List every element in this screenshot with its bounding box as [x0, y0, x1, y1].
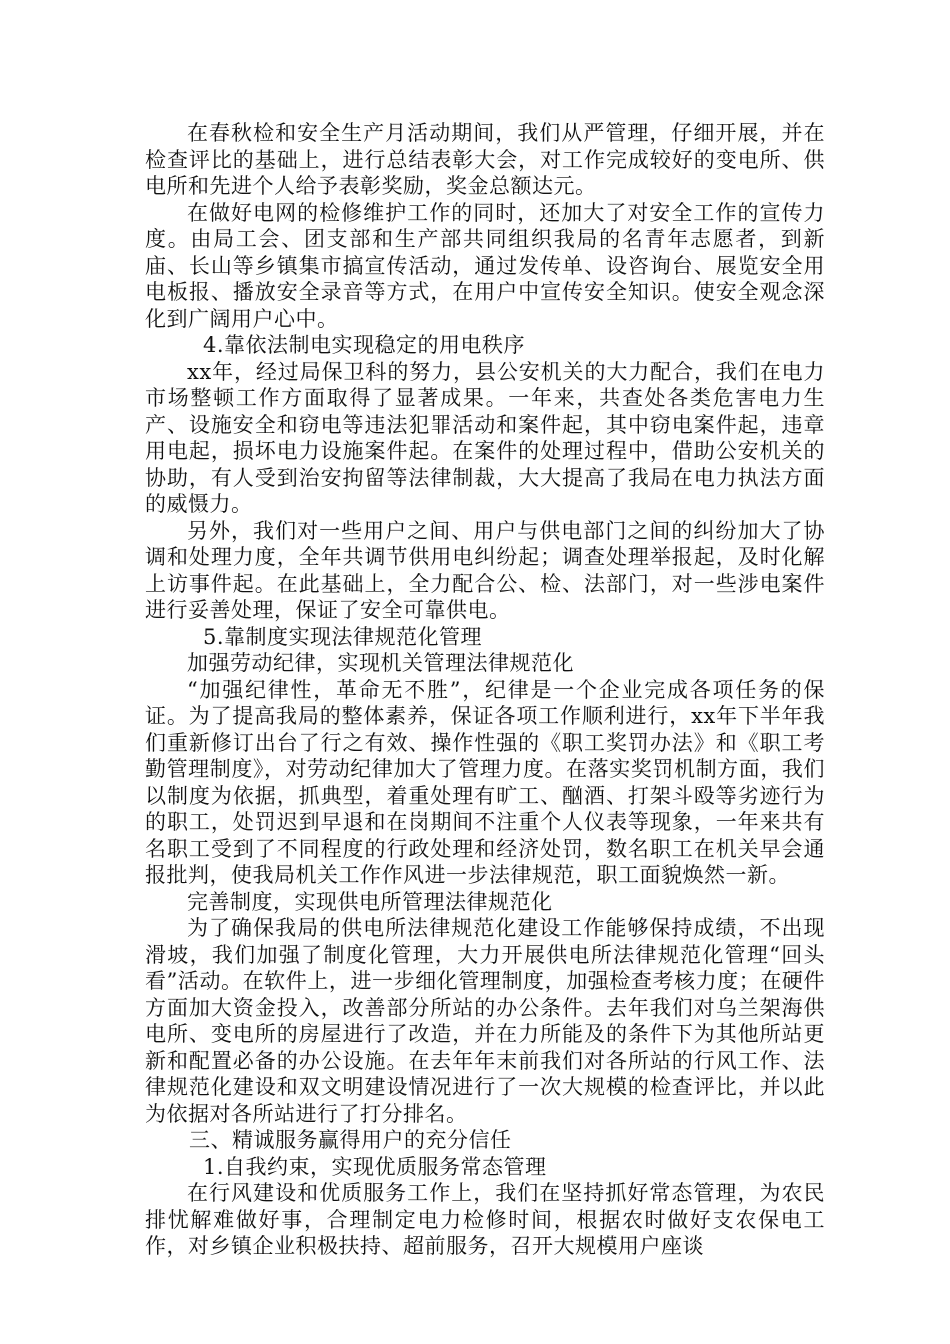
- paragraph-supply-station: 为了确保我局的供电所法律规范化建设工作能够保持成绩，不出现滑坡，我们加强了制度化管理，大力开展供电所法律规范化管理“回头看”活动。在软件上，进一步细化管理制度，加强检查考核力度；在硬件方面加大资金投入，改善部分所站的办公条件。去年我们对乌兰架海供电所、变电所的房屋进行了改造，并在力所能及的条件下为其他所站更新和配置必备的办公设施。在去年年末前我们对各所站的行风工作、法律规范化建设和双文明建设情况进行了一次大规模的检查评比，并以此为依据对各所站进行了打分排名。: [145, 916, 825, 1126]
- paragraph-safety-publicity: 在做好电网的检修维护工作的同时，还加大了对安全工作的宣传力度。由局工会、团支部和生产部共同组织我局的名青年志愿者，到新庙、长山等乡镇集市搞宣传活动，通过发传单、设咨询台、展览安全用电板报、播放安全录音等方式，在用户中宣传安全知识。使安全观念深化到广阔用户心中。: [145, 200, 825, 331]
- paragraph-inspection-awards: 在春秋检和安全生产月活动期间，我们从严管理，仔细开展，并在检查评比的基础上，进行总结表彰大会，对工作完成较好的变电所、供电所和先进个人给予表彰奖励，奖金总额达元。: [145, 121, 825, 198]
- section-heading-5: 5.靠制度实现法律规范化管理: [203, 624, 483, 649]
- chapter-heading-3: 三、精诚服务赢得用户的充分信任: [189, 1128, 512, 1152]
- section-heading-1: 1.自我约束，实现优质服务常态管理: [203, 1154, 547, 1179]
- subsection-title-supply-station: 完善制度，实现供电所管理法律规范化: [187, 889, 553, 914]
- subsection-title-labor-discipline: 加强劳动纪律，实现机关管理法律规范化: [187, 651, 574, 675]
- paragraph-dispute-handling: 另外，我们对一些用户之间、用户与供电部门之间的纠纷加大了协调和处理力度，全年共调节供用电纠纷起；调查处理举报起，及时化解上访事件起。在此基础上，全力配合公、检、法部门，对一些涉电案件进行妥善处理，保证了安全可靠供电。: [145, 518, 825, 622]
- section-heading-4: 4.靠依法制电实现稳定的用电秩序: [203, 333, 526, 357]
- document-page: [145, 120, 825, 1260]
- paragraph-labor-discipline: “加强纪律性，革命无不胜”，纪律是一个企业完成各项任务的保证。为了提高我局的整体素养，保证各项工作顺利进行，xx年下半年我们重新修订出台了行之有效、操作性强的《职工奖罚办法》和《职工考勤管理制度》，对劳动纪律加大了管理力度。在落实奖罚机制方面，我们以制度为依据，抓典型，着重处理有旷工、酗酒、打架斗殴等劣迹行为的职工，处罚迟到早退和在岗期间不注重个人仪表等现象，一年来共有名职工受到了不同程度的行政处理和经济处罚，数名职工在机关早会通报批判，使我局机关工作作风进一步法律规范，职工面貌焕然一新。: [145, 677, 825, 887]
- paragraph-law-enforcement: xx年，经过局保卫科的努力，县公安机关的大力配合，我们在电力市场整顿工作方面取得了显著成果。一年来，共查处各类危害电力生产、设施安全和窃电等违法犯罪活动和案件起，其中窃电案件起，违章用电起，损坏电力设施案件起。在案件的处理过程中，借助公安机关的协助，有人受到治安拘留等法律制裁，大大提高了我局在电力执法方面的威慑力。: [145, 359, 825, 516]
- paragraph-service-management: 在行风建设和优质服务工作上，我们在坚持抓好常态管理，为农民排忧解难做好事，合理制定电力检修时间，根据农时做好支农保电工作，对乡镇企业积极扶持、超前服务，召开大规模用户座谈: [145, 1181, 825, 1258]
